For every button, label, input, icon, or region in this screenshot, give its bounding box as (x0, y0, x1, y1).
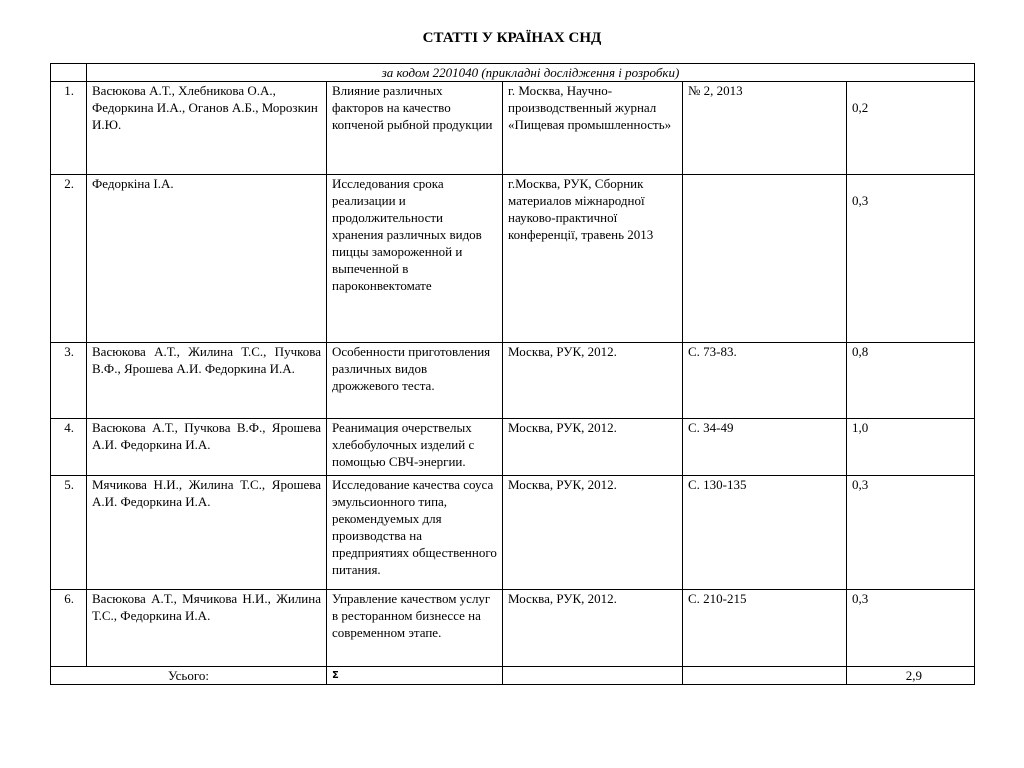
total-empty-cell (683, 667, 847, 685)
share-cell: 1,0 (847, 419, 975, 476)
share-cell: 0,8 (847, 343, 975, 419)
total-row (51, 667, 975, 685)
source-cell: Москва, РУК, 2012. (503, 343, 683, 419)
pages-cell: № 2, 2013 (683, 82, 847, 175)
code-header-empty-cell (51, 64, 87, 82)
table-row (51, 419, 975, 476)
total-value: 2,9 (847, 667, 975, 685)
article-title-cell: Реанимация очерствелых хлебобулочных изделий с помощью СВЧ-энергии. (327, 419, 503, 476)
article-title-cell: Исследование качества соуса эмульсионного типа, рекомендуемых для производства на предприятиях общественного питания. (327, 476, 503, 590)
table-row (51, 590, 975, 667)
table-row (51, 476, 975, 590)
source-cell: Москва, РУК, 2012. (503, 419, 683, 476)
row-number: 6. (51, 590, 87, 667)
source-cell: г. Москва, Научно-производственный журнал «Пищевая промышленность» (503, 82, 683, 175)
articles-table (50, 63, 975, 685)
source-cell: г.Москва, РУК, Сборник материалов міжнародної науково-практичної конференції, травень 2013 (503, 175, 683, 343)
row-number: 1. (51, 82, 87, 175)
table-row (51, 82, 975, 175)
row-number: 5. (51, 476, 87, 590)
pages-cell: С. 34-49 (683, 419, 847, 476)
authors-cell: Васюкова А.Т., Жилина Т.С., Пучкова В.Ф., Ярошева А.И. Федоркина И.А. (87, 343, 327, 419)
authors-cell: Васюкова А.Т., Мячикова Н.И., Жилина Т.С., Федоркина И.А. (87, 590, 327, 667)
pages-cell (683, 175, 847, 343)
share-cell: 0,3 (847, 476, 975, 590)
article-title-cell: Влияние различных факторов на качество копченой рыбной продукции (327, 82, 503, 175)
source-cell: Москва, РУК, 2012. (503, 590, 683, 667)
row-number: 2. (51, 175, 87, 343)
row-number: 3. (51, 343, 87, 419)
article-title-cell: Особенности приготовления различных видов дрожжевого теста. (327, 343, 503, 419)
code-header-row (51, 64, 975, 82)
authors-cell: Федоркіна І.А. (87, 175, 327, 343)
article-title-cell: Исследования срока реализации и продолжительности хранения различных видов пиццы замороженной и выпеченной в пароконвектомате (327, 175, 503, 343)
share-cell: 0,3 (847, 175, 975, 343)
pages-cell: С. 130-135 (683, 476, 847, 590)
total-empty-cell (503, 667, 683, 685)
share-cell: 0,2 (847, 82, 975, 175)
pages-cell: С. 210-215 (683, 590, 847, 667)
share-cell: 0,3 (847, 590, 975, 667)
row-number: 4. (51, 419, 87, 476)
source-cell: Москва, РУК, 2012. (503, 476, 683, 590)
page-title: СТАТТІ У КРАЇНАХ СНД (422, 30, 602, 46)
table-row (51, 175, 975, 343)
authors-cell: Васюкова А.Т., Пучкова В.Ф., Ярошева А.И. Федоркина И.А. (87, 419, 327, 476)
article-title-cell: Управление качеством услуг в ресторанном бизнессе на современном этапе. (327, 590, 503, 667)
total-label: Усього: (51, 667, 327, 685)
total-sum-symbol: Σ (327, 667, 503, 685)
authors-cell: Мячикова Н.И., Жилина Т.С., Ярошева А.И. Федоркина И.А. (87, 476, 327, 590)
code-header-cell: за кодом 2201040 (прикладні дослідження і розробки) (87, 64, 975, 82)
pages-cell: С. 73-83. (683, 343, 847, 419)
authors-cell: Васюкова А.Т., Хлебникова О.А., Федоркина И.А., Оганов А.Б., Морозкин И.Ю. (87, 82, 327, 175)
table-row (51, 343, 975, 419)
